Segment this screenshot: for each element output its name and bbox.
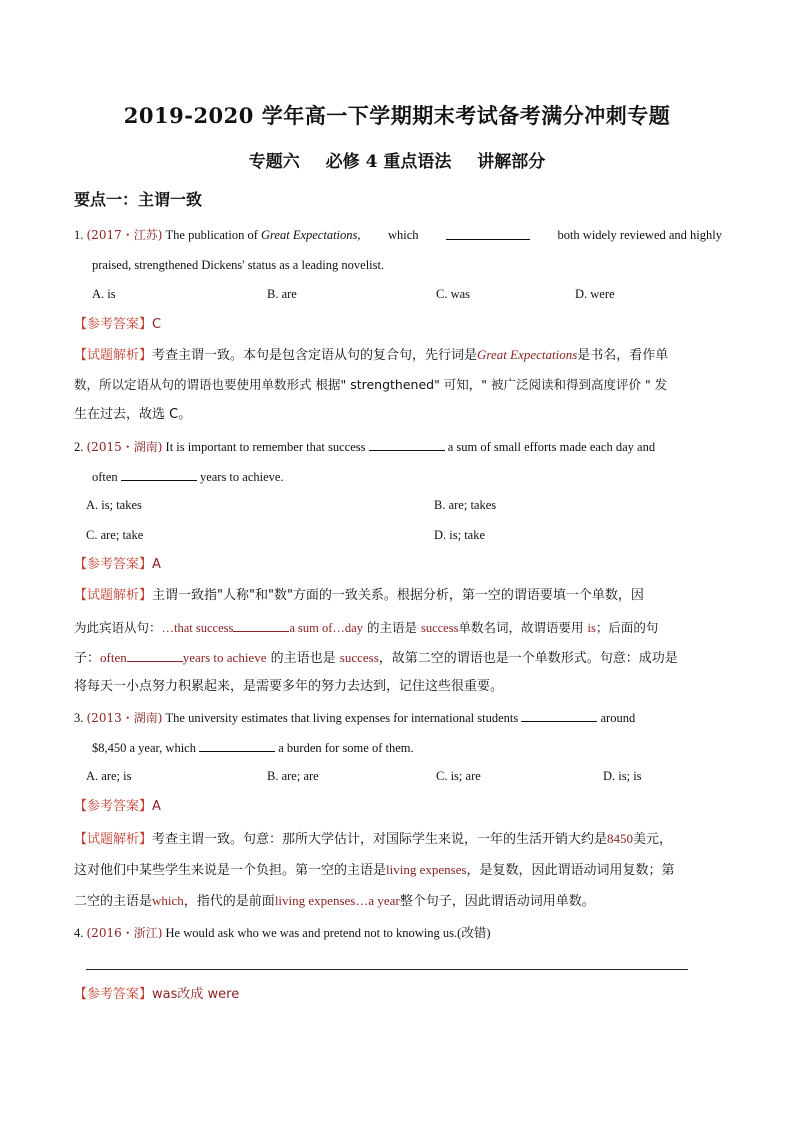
question-source: (2015・湖南) — [86, 440, 163, 454]
question-number: 2. — [74, 440, 84, 454]
answer-blank — [199, 737, 275, 752]
answer-line — [86, 969, 688, 970]
question-1-line-2: praised, strengthened Dickens' status as a leading novelist. — [92, 258, 385, 272]
question-2-analysis-line-4: 将每天一小点努力积累起来，是需要多年的努力去达到，记住这些很重要。 — [74, 679, 504, 694]
option-d: D. were — [575, 287, 615, 301]
question-source: (2016・浙江) — [86, 926, 163, 940]
question-number: 4. — [74, 926, 84, 940]
section-heading: 要点一：主谓一致 — [74, 190, 203, 209]
question-1-line-1: 1. (2017・江苏) The publication of Great Expectations, which both widely reviewed and highly — [74, 225, 722, 245]
answer-blank — [369, 436, 445, 451]
book-title: Great Expectations, — [261, 228, 361, 242]
option-b: B. are; takes — [434, 498, 497, 512]
question-3-answer: 【参考答案】A — [74, 799, 161, 814]
question-3-analysis-line-3: 二空的主语是which，指代的是前面living expenses…a year整个句子，因此谓语动词用单数。 — [74, 893, 595, 909]
option-a: A. are; is — [86, 769, 132, 783]
question-2-answer: 【参考答案】A — [74, 557, 161, 572]
option-c: C. are; take — [86, 528, 144, 542]
subtitle-topic: 专题六 — [248, 152, 300, 172]
question-2-analysis-line-3: 子：often years to achieve 的主语也是 success，故第二空的谓语也是一个单数形式。句意：成功是 — [74, 647, 722, 669]
question-number: 1. — [74, 228, 84, 242]
question-2-line-1: 2. (2015・湖南) It is important to remember that success a sum of small efforts made each day and — [74, 436, 722, 457]
question-1-answer: 【参考答案】C — [74, 317, 162, 332]
question-1-analysis-line-2: 数，所以定语从句的谓语也要使用单数形式 根据" strengthened" 可知，" 被广泛阅读和得到高度评价 " 发 — [74, 377, 668, 392]
question-1-analysis-line-1: 【试题解析】考查主谓一致。本句是包含定语从句的复合句，先行词是Great Expectations是书名，看作单 — [74, 347, 669, 363]
question-2-analysis-line-2: 为此宾语从句：…that success a sum of…day 的主语是 success单数名词，故谓语要用 is；后面的句 — [74, 617, 722, 638]
question-2-line-2: often years to achieve. — [92, 466, 722, 487]
answer-blank — [521, 707, 597, 722]
question-3-analysis-line-2: 这对他们中某些学生来说是一个负担。第一空的主语是living expenses，是复数，因此谓语动词用复数；第 — [74, 862, 675, 878]
subtitle-part: 必修 4 重点语法 — [325, 152, 452, 172]
answer-blank — [121, 466, 197, 481]
option-a: A. is; takes — [86, 498, 142, 512]
option-d: D. is; is — [603, 769, 642, 783]
option-b: B. are; are — [267, 769, 319, 783]
page-subtitle — [0, 147, 794, 172]
question-3-line-2: $8,450 a year, which a burden for some of them. — [92, 737, 722, 758]
question-4-answer: 【参考答案】was改成 were — [74, 987, 240, 1002]
question-2-analysis-line-1: 【试题解析】主谓一致指"人称"和"数"方面的一致关系。根据分析，第一空的谓语要填一个单数，因 — [74, 588, 644, 603]
option-a: A. is — [92, 287, 116, 301]
question-source: (2017・江苏) — [86, 228, 163, 242]
question-1-analysis-line-3: 生在过去，故选 C。 — [74, 407, 192, 422]
question-source: (2013・湖南) — [86, 711, 163, 725]
answer-blank — [127, 647, 183, 662]
question-number: 3. — [74, 711, 84, 725]
answer-blank — [233, 617, 289, 632]
option-b: B. are — [267, 287, 297, 301]
answer-blank — [446, 225, 530, 240]
subtitle-section: 讲解部分 — [477, 152, 546, 172]
question-4-line-1: 4. (2016・浙江) He would ask who we was and pretend not to knowing us.(改错) — [74, 926, 491, 940]
question-3-line-1: 3. (2013・湖南) The university estimates that living expenses for international students around — [74, 707, 722, 728]
option-c: C. was — [436, 287, 471, 301]
option-d: D. is; take — [434, 528, 486, 542]
question-3-analysis-line-1: 【试题解析】考查主谓一致。句意：那所大学估计，对国际学生来说，一年的生活开销大约是8450美元， — [74, 831, 673, 847]
option-c: C. is; are — [436, 769, 481, 783]
page-title: 2019-2020 学年高一下学期期末考试备考满分冲刺专题 — [123, 103, 671, 128]
